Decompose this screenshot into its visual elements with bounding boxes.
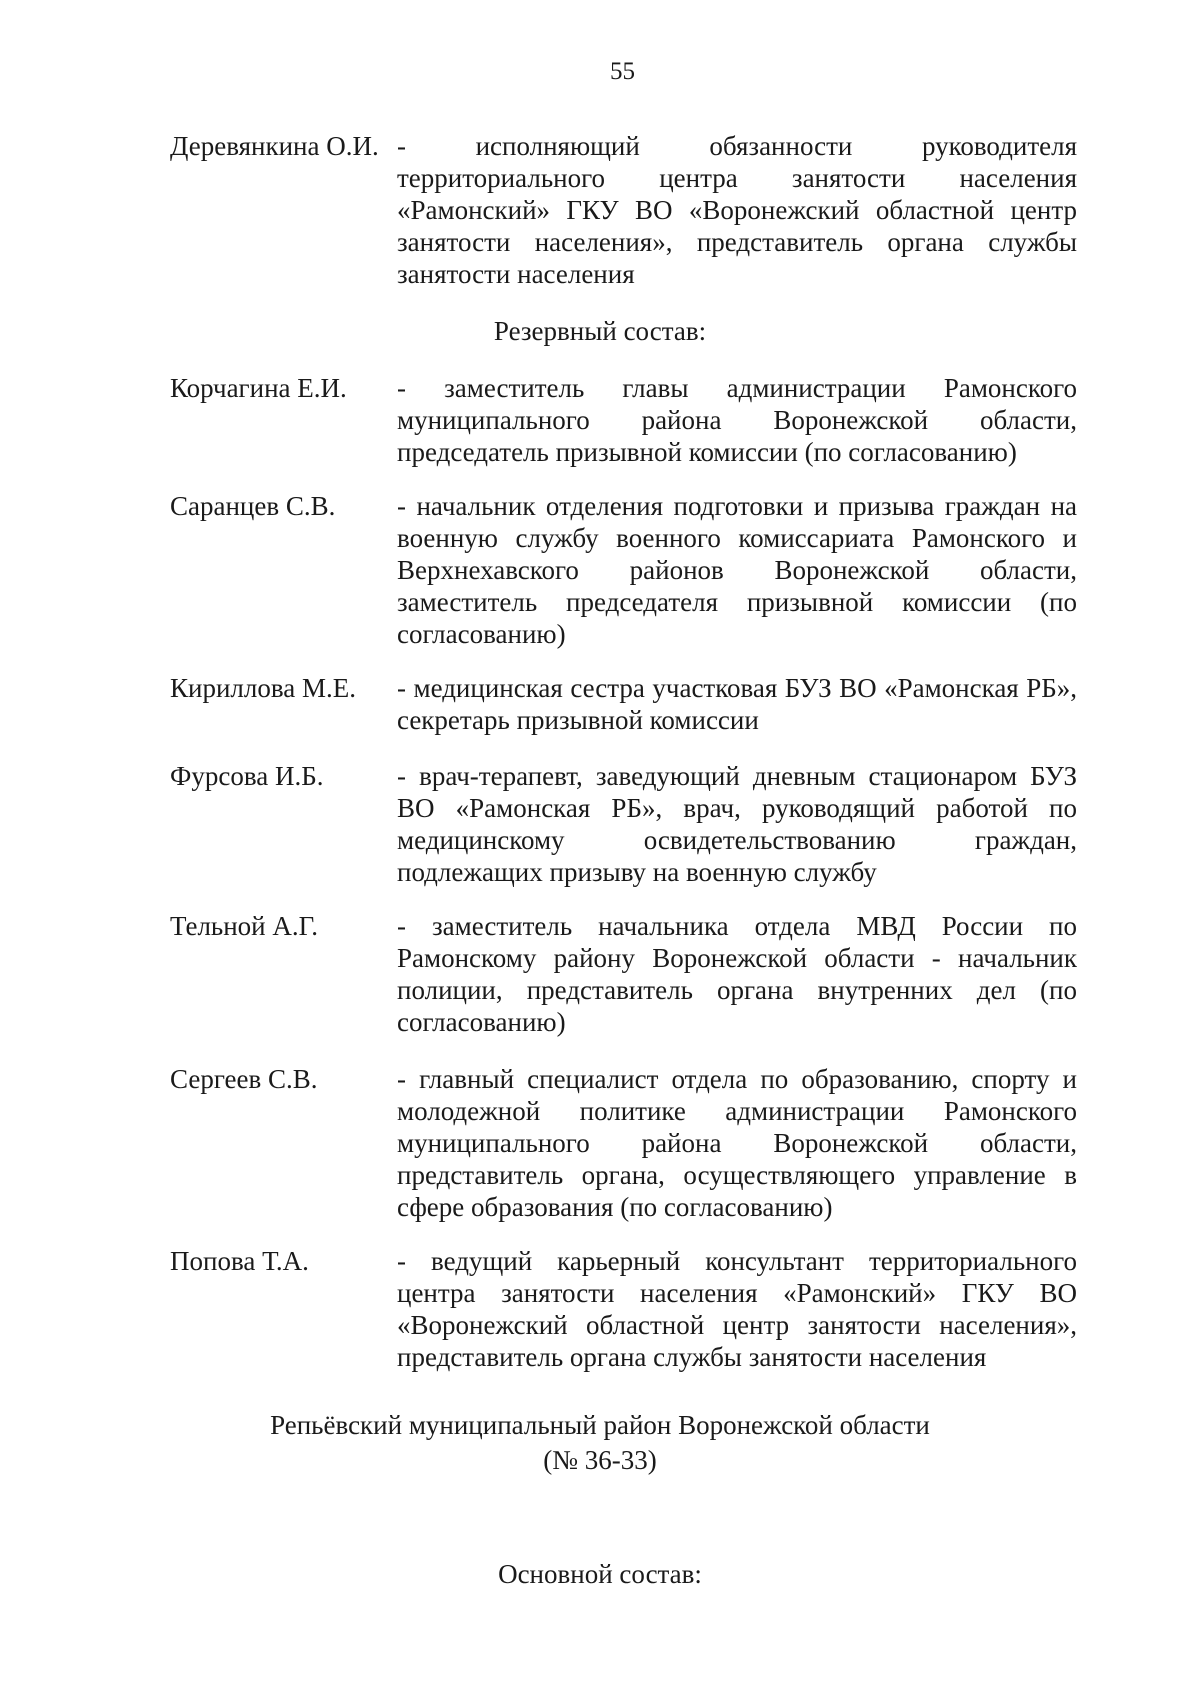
member-name: Деревянкина О.И. [170, 131, 379, 161]
member-name: Тельной А.Г. [170, 911, 318, 941]
reserve-heading: Резервный состав: [493, 316, 707, 346]
district-title: Репьёвский муниципальный район Воронежской области [270, 1410, 930, 1440]
member-name: Саранцев С.В. [170, 491, 336, 521]
member-name: Сергеев С.В. [170, 1064, 318, 1094]
district-number: (№ 36-33) [543, 1445, 657, 1475]
member-description: - исполняющий обязанности руководителя территориального центра занятости населения «Рамонский» ГКУ ВО «Воронежский областной центр занятости населения», представитель органа службы занятости населения [397, 131, 1077, 289]
member-description: - начальник отделения подготовки и призыва граждан на военную службу военного комиссариата Рамонского и Верхнехавского районов Воронежской области, заместитель председателя призывной комиссии (по согласованию) [397, 491, 1077, 649]
main-heading: Основной состав: [498, 1559, 702, 1589]
member-name: Попова Т.А. [170, 1246, 309, 1276]
member-name: Корчагина Е.И. [170, 373, 347, 403]
member-description: - главный специалист отдела по образованию, спорту и молодежной политике администрации Рамонского муниципального района Воронежской области, представитель органа, осуществляющего управление в сфере образования (по согласованию) [397, 1064, 1077, 1222]
member-description: - ведущий карьерный консультант территориального центра занятости населения «Рамонский» ГКУ ВО «Воронежский областной центр занятости населения», представитель органа службы занятости населения [397, 1246, 1077, 1372]
member-description: - медицинская сестра участковая БУЗ ВО «Рамонская РБ», секретарь призывной комиссии [397, 673, 1077, 735]
page-number: 55 [610, 58, 635, 85]
member-description: - врач-терапевт, заведующий дневным стационаром БУЗ ВО «Рамонская РБ», врач, руководящий работой по медицинскому освидетельствованию граждан, подлежащих призыву на военную службу [397, 761, 1077, 887]
member-name: Фурсова И.Б. [170, 761, 324, 791]
member-description: - заместитель начальника отдела МВД России по Рамонскому району Воронежской области - начальник полиции, представитель органа внутренних дел (по согласованию) [397, 911, 1077, 1037]
member-name: Кириллова М.Е. [170, 673, 356, 703]
member-description: - заместитель главы администрации Рамонского муниципального района Воронежской области, председатель призывной комиссии (по согласованию) [397, 373, 1077, 467]
